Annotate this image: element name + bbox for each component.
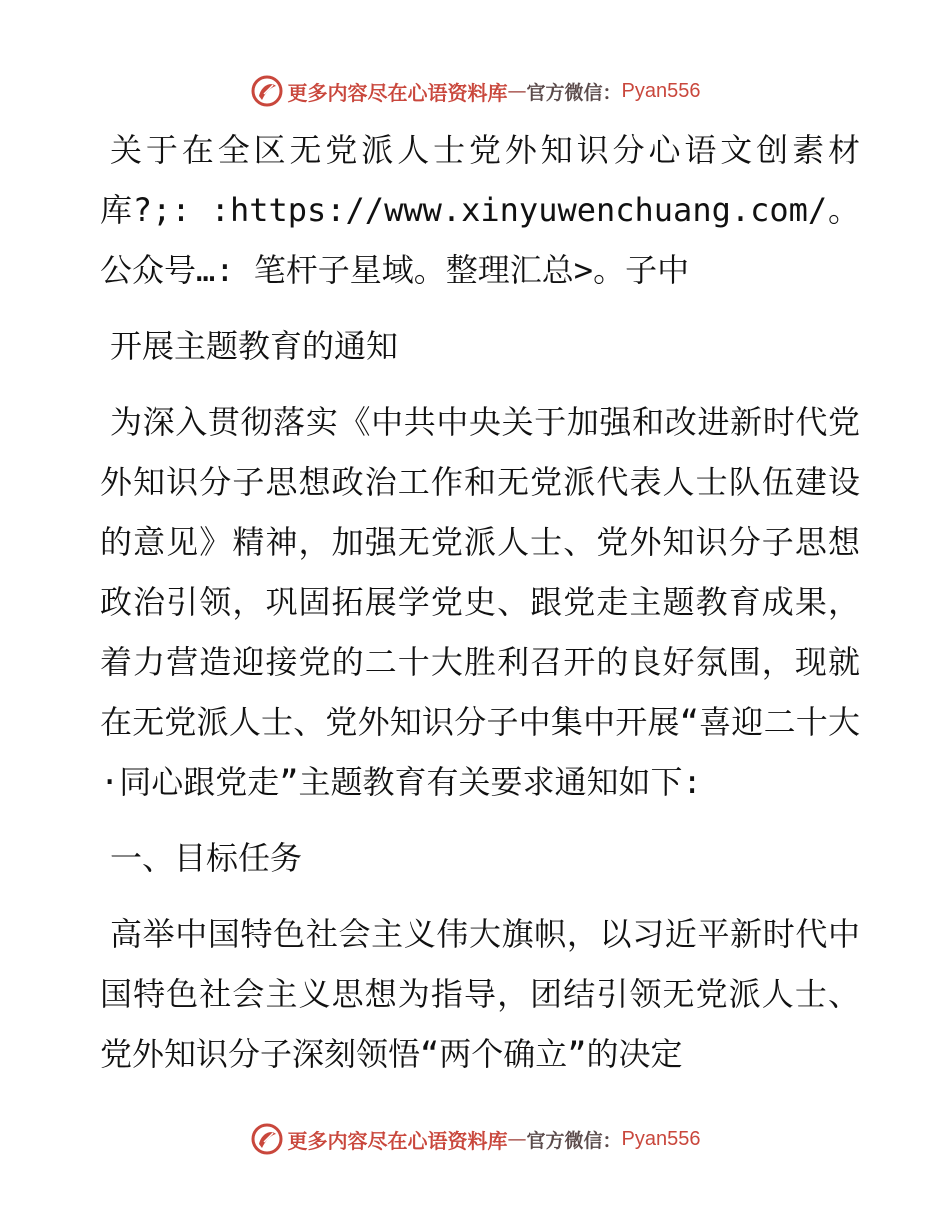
banner-dash: — [507, 1128, 527, 1150]
section-heading-goals: 一、目标任务 [110, 839, 303, 877]
brand-logo-icon [250, 74, 284, 108]
paragraph-title-continued: 开展主题教育的通知 [110, 327, 399, 365]
brand-logo-icon [250, 1122, 284, 1156]
banner-text: 更多内容尽在心语资料库 [287, 80, 508, 105]
banner-wechat-id: Pyan556 [621, 79, 701, 102]
banner-wechat-label: 官方微信： [526, 1129, 622, 1152]
header-banner [0, 71, 950, 111]
paragraph-goals: 高举中国特色社会主义伟大旗帜，以习近平新时代中国特色社会主义思想为指导，团结引领无党派人士、党外知识分子深刻领悟“两个确立”的决定 [100, 915, 860, 1073]
banner-wechat-id: Pyan556 [621, 1127, 701, 1150]
document-body [100, 120, 860, 1084]
paragraph-preamble: 为深入贯彻落实《中共中央关于加强和改进新时代党外知识分子思想政治工作和无党派代表人士队伍建设的意见》精神，加强无党派人士、党外知识分子思想政治引领，巩固拓展学党史、跟党走主题教育成果，着力营造迎接党的二十大胜利召开的良好氛围，现就在无党派人士、党外知识分子中集中开展“喜迎二十大·同心跟党走”主题教育有关要求通知如下: [100, 403, 860, 801]
banner-text: 更多内容尽在心语资料库 [287, 1128, 508, 1153]
banner-dash: — [507, 80, 527, 102]
banner-wechat-label: 官方微信： [526, 81, 622, 104]
footer-banner [0, 1119, 950, 1159]
paragraph-title-intro: 关于在全区无党派人士党外知识分心语文创素材库?;: :https://www.xinyuwenchuang.com/。公众号…: 笔杆子星域。整理汇总>。子中 [100, 131, 860, 289]
